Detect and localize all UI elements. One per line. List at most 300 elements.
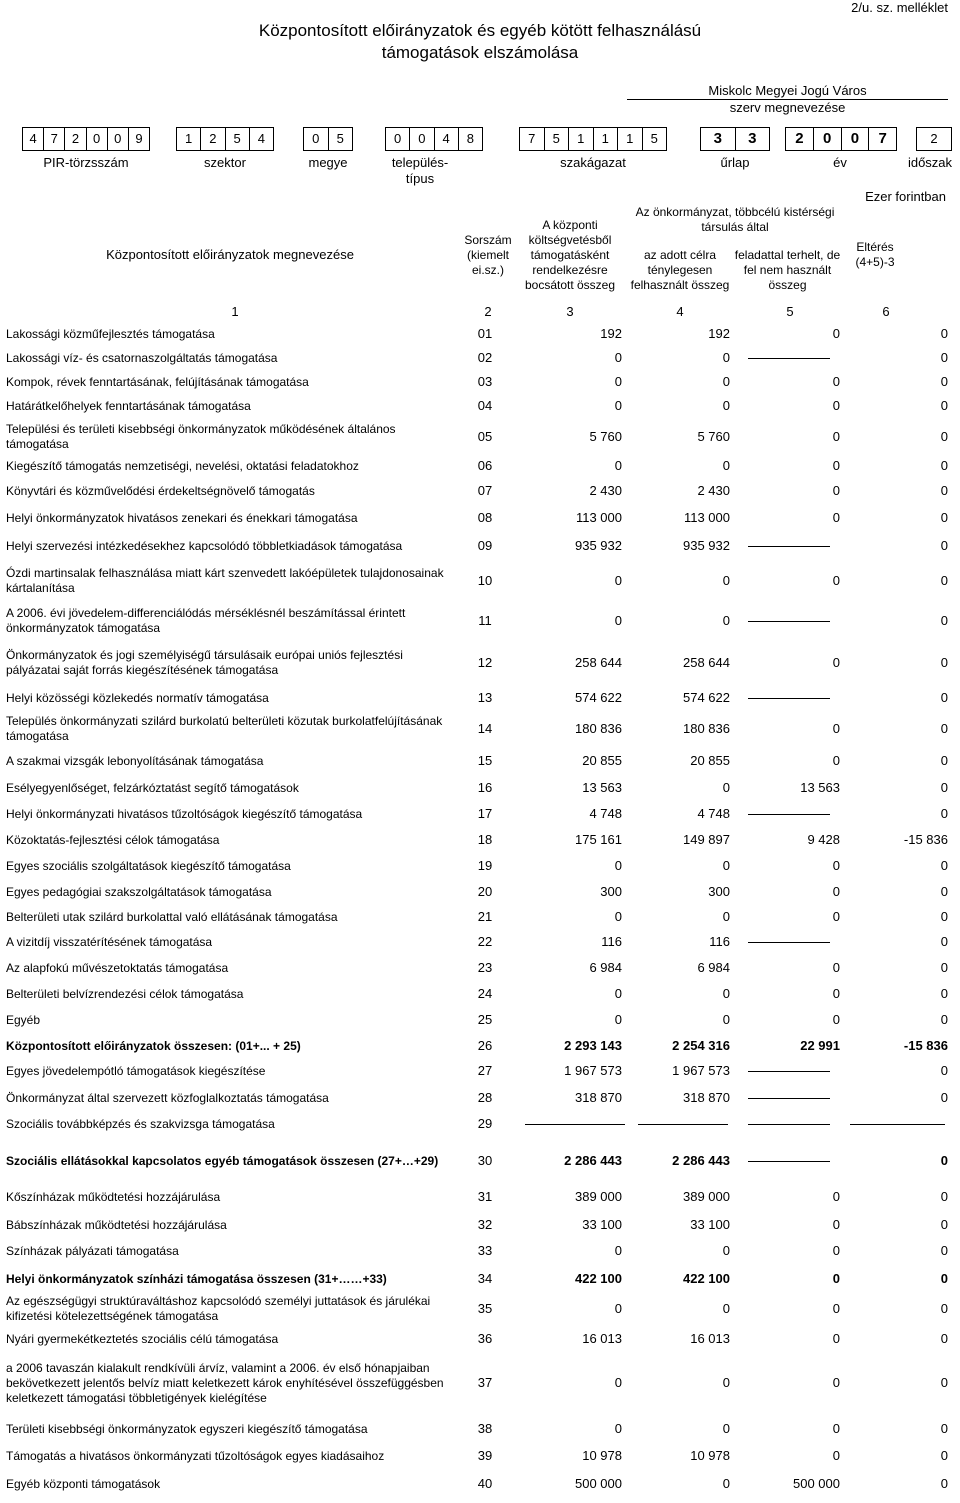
header-col-2-line: Sorszám	[464, 233, 512, 247]
row-name: Kompok, révek fenntartásának, felújításának támogatása	[6, 374, 309, 389]
unit-label: Ezer forintban	[865, 189, 946, 204]
row-number: 25	[477, 1012, 493, 1027]
value-cell-c5: 0	[832, 721, 840, 736]
county-code-box	[303, 127, 353, 151]
empty-cell-line	[748, 1161, 830, 1162]
value-cell-c4: 318 870	[683, 1090, 730, 1105]
value-cell-c4: 0	[722, 909, 730, 924]
code-digit: 5	[226, 128, 250, 150]
value-cell-c4: 180 836	[683, 721, 730, 736]
row-name: Egyes pedagógiai szakszolgáltatások támogatása	[6, 884, 272, 899]
value-cell-c4: 6 984	[697, 960, 730, 975]
row-number: 08	[477, 510, 493, 525]
code-digit: 2	[786, 128, 814, 150]
value-cell-c4: 5 760	[697, 429, 730, 444]
settlement-type-label-line-2: típus	[405, 171, 435, 186]
value-cell-c3: 2 430	[589, 483, 622, 498]
value-cell-c5: 0	[832, 1421, 840, 1436]
row-number: 16	[477, 780, 493, 795]
value-cell-c3: 0	[614, 858, 622, 873]
row-number: 18	[477, 832, 493, 847]
value-cell-c6: 0	[940, 1153, 948, 1168]
row-number: 15	[477, 753, 493, 768]
row-name: Belterületi belvízrendezési célok támogatása	[6, 986, 244, 1001]
code-digit: 1	[594, 128, 619, 150]
row-number: 05	[477, 429, 493, 444]
code-digit: 7	[44, 128, 65, 150]
value-cell-c4: 0	[722, 986, 730, 1001]
row-name: Kiegészítő támogatás nemzetiségi, nevelési, oktatási feladatokhoz	[6, 458, 359, 473]
row-name: Területi kisebbségi önkormányzatok egyszeri kiegészítő támogatása	[6, 1421, 368, 1436]
row-name: Helyi önkormányzatok színházi támogatása összesen (31+……+33)	[6, 1271, 387, 1286]
branch-label: szakágazat	[560, 155, 626, 170]
sector-label: szektor	[204, 155, 246, 170]
county-label: megye	[308, 155, 348, 170]
value-cell-c3: 192	[600, 326, 622, 341]
value-cell-c4: 0	[722, 1012, 730, 1027]
value-cell-c5: 0	[832, 510, 840, 525]
row-name: Helyi önkormányzatok hivatásos zenekari és énekkari támogatása	[6, 510, 358, 525]
value-cell-c4: 0	[722, 573, 730, 588]
code-digit: 0	[386, 128, 410, 150]
row-name: Szociális ellátásokkal kapcsolatos egyéb támogatások összesen (27+…+29)	[6, 1153, 439, 1168]
value-cell-c6: 0	[940, 806, 948, 821]
value-cell-c5: 0	[832, 429, 840, 444]
header-col-5	[730, 248, 845, 293]
value-cell-c6: 0	[940, 858, 948, 873]
code-digit: 2	[930, 131, 938, 146]
row-name: Kőszínházak működtetési hozzájárulása	[6, 1189, 221, 1204]
row-number: 06	[477, 458, 493, 473]
empty-cell-line	[748, 1098, 830, 1099]
value-cell-c5: 0	[832, 573, 840, 588]
value-cell-c6: 0	[940, 690, 948, 705]
value-cell-c6: 0	[940, 510, 948, 525]
value-cell-c4: 0	[722, 1243, 730, 1258]
value-cell-c6: 0	[940, 986, 948, 1001]
header-group-line: társulás által	[701, 220, 769, 234]
row-name: Helyi közösségi közlekedés normatív támogatása	[6, 690, 269, 705]
value-cell-c3: 574 622	[575, 690, 622, 705]
row-number: 32	[477, 1217, 493, 1232]
code-digit: 1	[569, 128, 594, 150]
value-cell-c3: 4 748	[589, 806, 622, 821]
header-col-4-line: az adott célra	[643, 248, 717, 262]
row-name: Közoktatás-fejlesztési célok támogatása	[6, 832, 220, 847]
value-cell-c6: 0	[940, 573, 948, 588]
value-cell-c6: 0	[940, 458, 948, 473]
value-cell-c3: 6 984	[589, 960, 622, 975]
row-number: 38	[477, 1421, 493, 1436]
value-cell-c4: 33 100	[690, 1217, 730, 1232]
code-digit: 1	[177, 128, 201, 150]
code-digit: 2	[201, 128, 225, 150]
organization-caption: szerv megnevezése	[729, 100, 846, 115]
value-cell-c5: 0	[832, 398, 840, 413]
value-cell-c5: 0	[832, 1271, 840, 1286]
row-name: Központosított előirányzatok összesen: (01+... + 25)	[6, 1038, 301, 1053]
header-col-2-line: (kiemelt	[466, 248, 509, 262]
row-name: Könyvtári és közművelődési érdekeltségnövelő támogatás	[6, 483, 315, 498]
value-cell-c6: 0	[940, 538, 948, 553]
value-cell-c6: 0	[940, 1243, 948, 1258]
row-name: Önkormányzat által szervezett közfoglalkoztatás támogatása	[6, 1090, 329, 1105]
code-digit: 3	[748, 130, 757, 147]
value-cell-c4: 0	[722, 458, 730, 473]
value-cell-c3: 0	[614, 1301, 622, 1316]
column-number: 2	[484, 304, 492, 319]
empty-cell-line	[525, 1124, 625, 1125]
row-name: Határátkelőhelyek fenntartásának támogatása	[6, 398, 251, 413]
value-cell-c6: 0	[940, 1012, 948, 1027]
row-name: Az egészségügyi struktúraváltáshoz kapcsolódó személyi juttatások és járulékai kifizetési kötelezettségének támogatása	[6, 1294, 431, 1323]
row-name: A szakmai vizsgák lebonyolításának támogatása	[6, 753, 264, 768]
row-number: 37	[477, 1375, 493, 1390]
value-cell-c4: 389 000	[683, 1189, 730, 1204]
value-cell-c3: 33 100	[582, 1217, 622, 1232]
header-col-5-line: összeg	[768, 278, 807, 292]
row-number: 20	[477, 884, 493, 899]
row-name: Helyi önkormányzati hivatásos tűzoltóságok kiegészítő támogatása	[6, 806, 363, 821]
document-title	[180, 20, 780, 64]
value-cell-c6: 0	[940, 1301, 948, 1316]
value-cell-c4: 149 897	[683, 832, 730, 847]
value-cell-c4: 300	[708, 884, 730, 899]
form-code-box	[700, 127, 770, 151]
row-number: 23	[477, 960, 493, 975]
row-number: 21	[477, 909, 493, 924]
value-cell-c3: 389 000	[575, 1189, 622, 1204]
value-cell-c5: 0	[832, 986, 840, 1001]
row-name: Egyéb központi támogatások	[6, 1476, 161, 1491]
title-line-1: Központosított előirányzatok és egyéb kötött felhasználású	[258, 21, 702, 40]
row-name: Helyi szervezési intézkedésekhez kapcsolódó többletkiadások támogatása	[6, 538, 403, 553]
organization-name: Miskolc Megyei Jogú Város	[708, 83, 867, 98]
value-cell-c4: 2 286 443	[672, 1153, 730, 1168]
value-cell-c4: 20 855	[690, 753, 730, 768]
value-cell-c3: 116	[601, 934, 622, 949]
value-cell-c5: 22 991	[800, 1038, 840, 1053]
empty-cell-line	[638, 1124, 728, 1125]
value-cell-c6: 0	[940, 960, 948, 975]
pir-label: PIR-törzsszám	[43, 155, 129, 170]
value-cell-c5: 0	[832, 909, 840, 924]
row-number: 09	[477, 538, 493, 553]
value-cell-c6: -15 836	[903, 832, 948, 847]
code-digit: 2	[65, 128, 86, 150]
code-digit: 4	[435, 128, 459, 150]
value-cell-c3: 0	[614, 1012, 622, 1027]
value-cell-c6: 0	[940, 374, 948, 389]
value-cell-c6: 0	[940, 909, 948, 924]
header-col-4-line: felhasznált összeg	[630, 278, 730, 292]
value-cell-c3: 500 000	[575, 1476, 622, 1491]
code-digit: 4	[23, 128, 44, 150]
header-col-4	[625, 248, 735, 293]
value-cell-c6: 0	[940, 1189, 948, 1204]
value-cell-c3: 0	[614, 573, 622, 588]
row-number: 26	[477, 1038, 493, 1053]
value-cell-c6: 0	[940, 429, 948, 444]
value-cell-c6: 0	[940, 326, 948, 341]
value-cell-c4: 2 430	[697, 483, 730, 498]
sector-code-box	[176, 127, 274, 151]
settlement-type-label	[385, 155, 455, 187]
value-cell-c3: 935 932	[575, 538, 622, 553]
value-cell-c6: 0	[940, 1217, 948, 1232]
value-cell-c4: 0	[722, 613, 730, 628]
value-cell-c3: 0	[614, 374, 622, 389]
value-cell-c5: 0	[832, 1448, 840, 1463]
row-number: 04	[477, 398, 493, 413]
value-cell-c3: 175 161	[575, 832, 622, 847]
empty-cell-line	[748, 1071, 830, 1072]
value-cell-c3: 0	[614, 458, 622, 473]
row-name: Belterületi utak szilárd burkolattal való ellátásának támogatása	[6, 909, 338, 924]
value-cell-c5: 0	[832, 884, 840, 899]
value-cell-c5: 0	[832, 960, 840, 975]
header-col-3-line: költségvetésből	[528, 233, 612, 247]
header-col-5-line: feladattal terhelt, de	[734, 248, 841, 262]
row-number: 36	[477, 1331, 493, 1346]
value-cell-c6: 0	[940, 884, 948, 899]
form-label: űrlap	[720, 155, 750, 170]
value-cell-c3: 2 293 143	[564, 1038, 622, 1053]
row-number: 12	[477, 655, 493, 670]
header-col-3-line: rendelkezésre	[532, 263, 608, 277]
value-cell-c4: 116	[709, 934, 730, 949]
value-cell-c4: 2 254 316	[672, 1038, 730, 1053]
row-number: 03	[477, 374, 493, 389]
code-digit: 3	[701, 128, 736, 150]
row-name: Esélyegyenlőséget, felzárkóztatást segítő támogatások	[6, 780, 299, 795]
value-cell-c6: 0	[940, 1063, 948, 1078]
header-col-5-line: fel nem használt	[743, 263, 832, 277]
value-cell-c6: 0	[940, 780, 948, 795]
value-cell-c4: 0	[722, 1375, 730, 1390]
value-cell-c4: 0	[722, 1421, 730, 1436]
row-name: Egyes jövedelempótló támogatások kiegészítése	[6, 1063, 266, 1078]
code-digit: 5	[545, 128, 570, 150]
row-number: 11	[478, 613, 492, 628]
row-name: a 2006 tavaszán kialakult rendkívüli árvíz, valamint a 2006. év első hónapjaiban bekövetkezett jelentős belvíz miatt keletkezett károk enyhítésével összefüggésben keletkezett támogatási többletigények kielégítése	[6, 1360, 444, 1405]
row-name: Támogatás a hivatásos önkormányzati tűzoltóságok egyes kiadásaihoz	[6, 1448, 385, 1463]
code-digit: 0	[814, 128, 842, 150]
value-cell-c3: 180 836	[575, 721, 622, 736]
value-cell-c3: 0	[614, 613, 622, 628]
row-number: 40	[477, 1476, 493, 1491]
value-cell-c5: 0	[832, 458, 840, 473]
value-cell-c5: 0	[832, 1331, 840, 1346]
row-number: 02	[477, 350, 493, 365]
value-cell-c4: 0	[722, 858, 730, 873]
header-col-6-line: Eltérés	[856, 240, 894, 254]
value-cell-c6: -15 836	[903, 1038, 948, 1053]
value-cell-c4: 935 932	[683, 538, 730, 553]
empty-cell-line	[748, 698, 830, 699]
value-cell-c6: 0	[940, 350, 948, 365]
value-cell-c5: 0	[832, 1217, 840, 1232]
row-number: 34	[477, 1271, 493, 1286]
code-digit: 9	[135, 131, 143, 146]
value-cell-c5: 0	[832, 1243, 840, 1258]
header-col-3-line: támogatásként	[530, 248, 610, 262]
value-cell-c6: 0	[940, 483, 948, 498]
value-cell-c4: 0	[722, 1301, 730, 1316]
value-cell-c3: 10 978	[582, 1448, 622, 1463]
empty-cell-line	[748, 942, 830, 943]
value-cell-c4: 192	[708, 326, 730, 341]
value-cell-c5: 0	[832, 1375, 840, 1390]
value-cell-c3: 0	[614, 909, 622, 924]
code-digit: 1	[618, 128, 643, 150]
value-cell-c4: 16 013	[690, 1331, 730, 1346]
empty-cell-line	[748, 814, 830, 815]
value-cell-c5: 0	[832, 326, 840, 341]
value-cell-c5: 0	[832, 858, 840, 873]
header-col-6	[845, 240, 905, 270]
code-digit: 4	[257, 131, 265, 146]
row-number: 10	[477, 573, 493, 588]
empty-cell-line	[748, 621, 830, 622]
value-cell-c4: 113 000	[683, 510, 730, 525]
row-name: A vizitdíj visszatérítésének támogatása	[6, 934, 213, 949]
column-number: 6	[882, 304, 890, 319]
settlement-type-code-box	[385, 127, 483, 151]
value-cell-c3: 0	[614, 350, 622, 365]
code-digit: 7	[878, 130, 887, 147]
row-number: 01	[477, 326, 493, 341]
value-cell-c3: 0	[614, 1375, 622, 1390]
column-number: 4	[676, 304, 684, 319]
settlement-type-label-line-1: település-	[391, 155, 449, 170]
value-cell-c5: 9 428	[807, 832, 840, 847]
value-cell-c3: 13 563	[582, 780, 622, 795]
header-col-3	[515, 218, 625, 293]
value-cell-c6: 0	[940, 1331, 948, 1346]
row-name: Települési és területi kisebbségi önkormányzatok működésének általános támogatása	[6, 422, 396, 451]
row-name: Szociális továbbképzés és szakvizsga támogatása	[6, 1116, 275, 1131]
header-col-6-line: (4+5)-3	[855, 255, 895, 269]
column-number: 3	[566, 304, 574, 319]
row-name: Lakossági víz- és csatornaszolgáltatás támogatása	[6, 350, 278, 365]
row-number: 31	[477, 1189, 493, 1204]
value-cell-c3: 318 870	[575, 1090, 622, 1105]
code-digit: 5	[336, 131, 344, 146]
value-cell-c3: 258 644	[575, 655, 622, 670]
code-digit: 7	[520, 128, 545, 150]
row-name: Egyes szociális szolgáltatások kiegészítő támogatása	[6, 858, 291, 873]
value-cell-c6: 0	[940, 934, 948, 949]
header-col-3-line: bocsátott összeg	[524, 278, 616, 292]
row-name: Az alapfokú művészetoktatás támogatása	[6, 960, 229, 975]
value-cell-c5: 13 563	[800, 780, 840, 795]
header-col-2	[458, 233, 518, 278]
row-number: 13	[477, 690, 493, 705]
value-cell-c3: 2 286 443	[564, 1153, 622, 1168]
row-name: Bábszínházak működtetési hozzájárulása	[6, 1217, 227, 1232]
value-cell-c3: 5 760	[589, 429, 622, 444]
code-digit: 0	[87, 128, 108, 150]
value-cell-c4: 0	[722, 350, 730, 365]
value-cell-c3: 0	[614, 986, 622, 1001]
header-col-4-line: ténylegesen	[647, 263, 713, 277]
value-cell-c6: 0	[940, 721, 948, 736]
row-number: 19	[477, 858, 493, 873]
period-label: időszak	[907, 155, 953, 170]
code-digit: 0	[304, 128, 329, 150]
value-cell-c6: 0	[940, 655, 948, 670]
row-name: Színházak pályázati támogatása	[6, 1243, 179, 1258]
value-cell-c4: 1 967 573	[672, 1063, 730, 1078]
value-cell-c3: 422 100	[575, 1271, 622, 1286]
branch-code-box	[519, 127, 667, 151]
value-cell-c3: 20 855	[582, 753, 622, 768]
row-number: 27	[477, 1063, 493, 1078]
title-line-2: támogatások elszámolása	[381, 43, 579, 62]
value-cell-c6: 0	[940, 398, 948, 413]
header-group-line: Az önkormányzat, többcélú kistérségi	[635, 205, 835, 219]
value-cell-c4: 0	[722, 374, 730, 389]
value-cell-c5: 0	[832, 1189, 840, 1204]
value-cell-c6: 0	[940, 1375, 948, 1390]
code-digit: 0	[108, 128, 129, 150]
value-cell-c6: 0	[940, 613, 948, 628]
value-cell-c5: 500 000	[793, 1476, 840, 1491]
value-cell-c3: 0	[614, 1243, 622, 1258]
code-digit: 8	[466, 131, 474, 146]
header-col-2-line: ei.sz.)	[471, 263, 504, 277]
value-cell-c6: 0	[940, 753, 948, 768]
row-name: Ózdi martinsalak felhasználása miatt kárt szenvedett lakóépületek tulajdonosainak kártalanítása	[6, 566, 444, 595]
row-name: Lakossági közműfejlesztés támogatása	[6, 326, 215, 341]
year-label: év	[833, 155, 847, 170]
row-name: Egyéb	[6, 1012, 41, 1027]
value-cell-c5: 0	[832, 1301, 840, 1316]
empty-cell-line	[748, 546, 830, 547]
column-number: 1	[231, 304, 239, 319]
value-cell-c5: 0	[832, 655, 840, 670]
header-col-1: Központosított előirányzatok megnevezése	[106, 247, 354, 262]
value-cell-c6: 0	[940, 1448, 948, 1463]
column-number: 5	[786, 304, 794, 319]
value-cell-c5: 0	[832, 753, 840, 768]
value-cell-c4: 4 748	[697, 806, 730, 821]
empty-cell-line	[748, 1124, 830, 1125]
value-cell-c3: 1 967 573	[564, 1063, 622, 1078]
row-number: 39	[477, 1448, 493, 1463]
empty-cell-line	[850, 1124, 945, 1125]
row-number: 28	[477, 1090, 493, 1105]
value-cell-c6: 0	[940, 1476, 948, 1491]
value-cell-c5: 0	[832, 483, 840, 498]
row-name: Település önkormányzati szilárd burkolatú belterületi közutak burkolatfelújításának támogatása	[6, 714, 443, 743]
code-digit: 5	[650, 131, 658, 146]
value-cell-c4: 258 644	[683, 655, 730, 670]
value-cell-c5: 0	[832, 1012, 840, 1027]
empty-cell-line	[748, 358, 830, 359]
row-number: 33	[477, 1243, 493, 1258]
value-cell-c5: 0	[832, 374, 840, 389]
row-number: 35	[477, 1301, 493, 1316]
header-col-3-line: A központi	[542, 218, 598, 232]
organization-block	[625, 83, 950, 116]
year-code-box	[785, 127, 897, 151]
value-cell-c4: 574 622	[683, 690, 730, 705]
value-cell-c4: 0	[722, 398, 730, 413]
value-cell-c3: 0	[614, 1421, 622, 1436]
code-digit: 0	[410, 128, 434, 150]
